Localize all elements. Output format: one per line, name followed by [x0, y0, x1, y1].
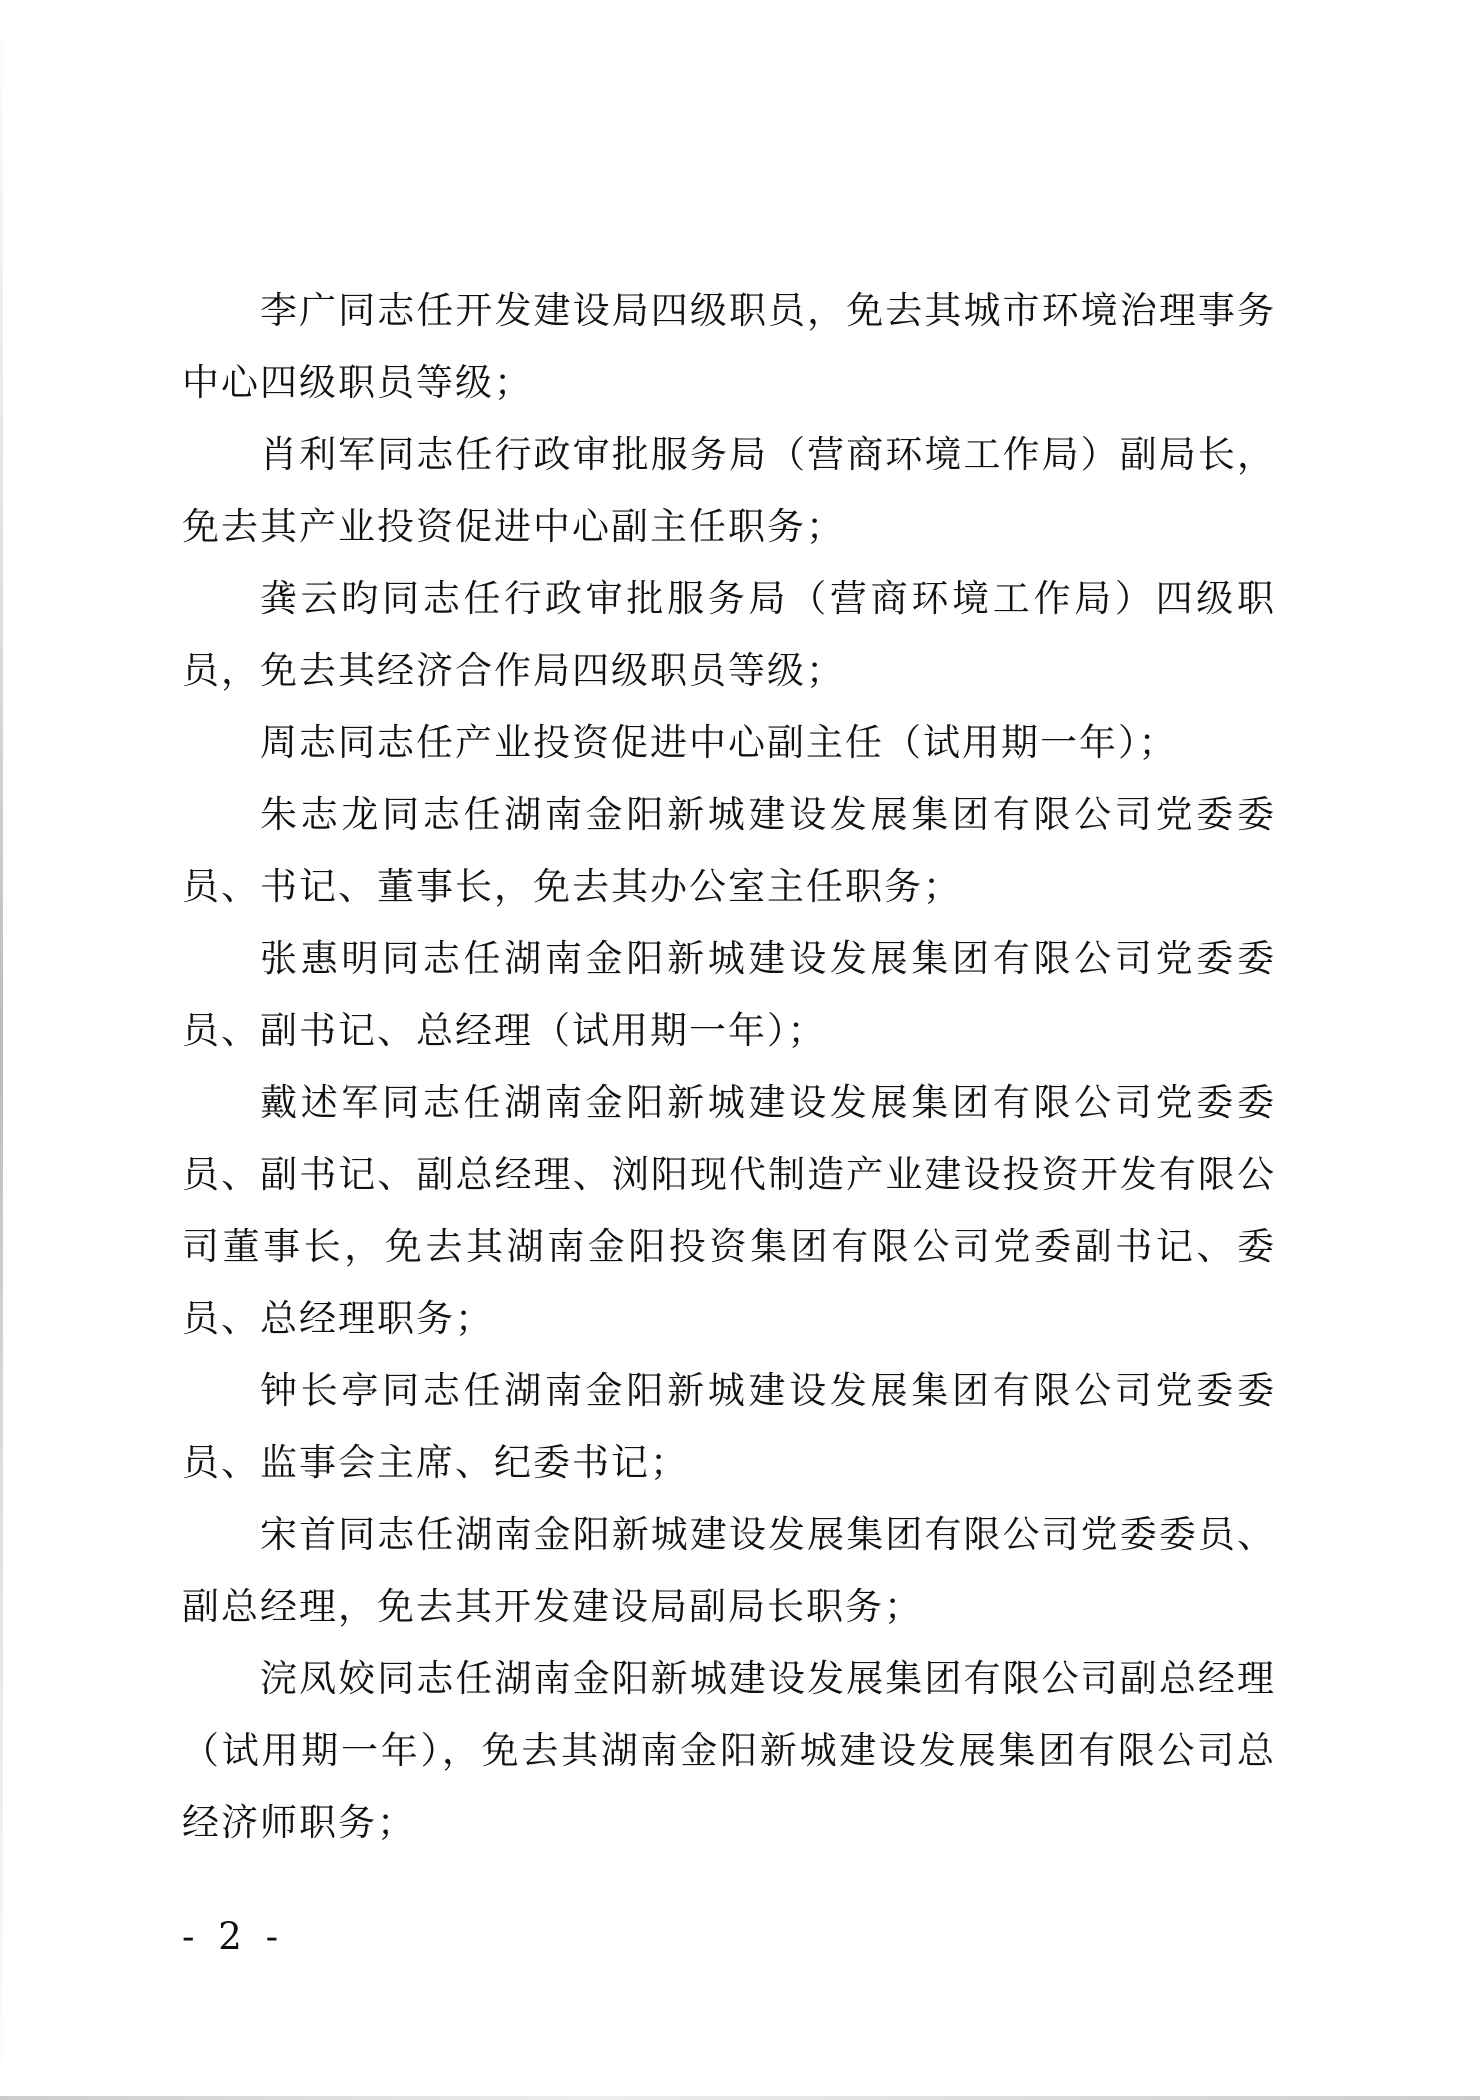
paragraph-zhu-zhilong: 朱志龙同志任湖南金阳新城建设发展集团有限公司党委委员、书记、董事长，免去其办公室主任职务； — [182, 793, 1276, 908]
paragraph-dai-shujun: 戴述军同志任湖南金阳新城建设发展集团有限公司党委委员、副书记、副总经理、浏阳现代制造产业建设投资开发有限公司董事长，免去其湖南金阳投资集团有限公司党委副书记、委员、总经理职务； — [182, 1081, 1276, 1340]
paragraph-zhang-huiming: 张惠明同志任湖南金阳新城建设发展集团有限公司党委委员、副书记、总经理（试用期一年）； — [182, 937, 1276, 1052]
paragraph-li-guang: 李广同志任开发建设局四级职员，免去其城市环境治理事务中心四级职员等级； — [182, 289, 1276, 404]
paragraph-zhou-zhi: 周志同志任产业投资促进中心副主任（试用期一年）； — [260, 721, 1178, 764]
page-number: - 2 - — [182, 1915, 285, 1958]
scan-bottom-edge — [0, 2096, 1480, 2100]
document-body — [182, 275, 1276, 1859]
paragraph-gong-yunyun: 龚云昀同志任行政审批服务局（营商环境工作局）四级职员，免去其经济合作局四级职员等级； — [182, 577, 1276, 692]
paragraph-xiao-lijun: 肖利军同志任行政审批服务局（营商环境工作局）副局长，免去其产业投资促进中心副主任职务； — [182, 433, 1276, 548]
paragraph-huan-fengjiao: 浣凤姣同志任湖南金阳新城建设发展集团有限公司副总经理（试用期一年），免去其湖南金阳新城建设发展集团有限公司总经济师职务； — [182, 1657, 1276, 1844]
paragraph-zhong-changting: 钟长亭同志任湖南金阳新城建设发展集团有限公司党委委员、监事会主席、纪委书记； — [182, 1369, 1276, 1484]
scan-left-edge — [0, 0, 3, 2100]
paragraph-song-shou: 宋首同志任湖南金阳新城建设发展集团有限公司党委委员、副总经理，免去其开发建设局副局长职务； — [182, 1513, 1276, 1628]
